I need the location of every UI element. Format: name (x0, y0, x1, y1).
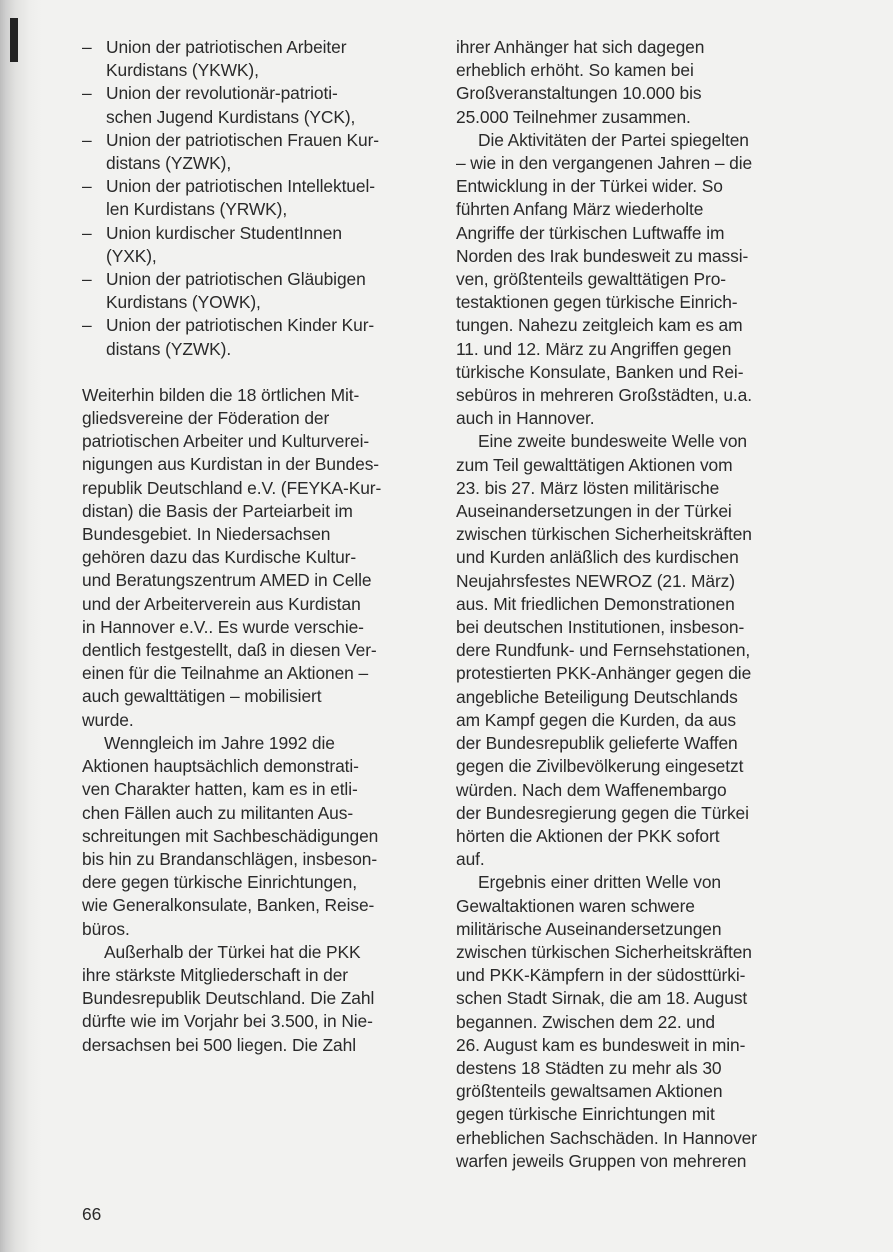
paragraph: Außerhalb der Türkei hat die PKK ihre stärkste Mitgliederschaft in der Bundesrepublik Deutschland. Die Zahl dürfte wie im Vorjahr bei 3.500, in Nie- dersachsen bei 500 liegen. Die Zahl (82, 941, 375, 1055)
right-column (456, 36, 816, 1173)
list-item: – Union der patriotischen Gläubigen Kurdistans (YOWK), (82, 269, 366, 313)
list-item: – Union der patriotischen Frauen Kur- distans (YZWK), (82, 129, 379, 174)
left-column (82, 36, 427, 1057)
paragraph: Weiterhin bilden die 18 örtlichen Mit- gliedsvereine der Föderation der patriotischen Arbeiter und Kulturverei- nigungen aus Kurdistan in der Bundes- republik Deutschland e.V. (FEYKA-Kur- distan) die Basis der Parteiarbeit im Bundesgebiet. In Niedersachsen gehören dazu das Kurdische Kultur- und Beratungszentrum AMED in Celle und der Arbeiterverein aus Kurdistan in Hannover e.V.. Es wurde verschie- dentlich festgestellt, daß in diesen Ver- einen für die Teilnahme an Aktionen – auch gewalttätigen – mobilisiert wurde. (82, 384, 382, 730)
list-item: – Union der patriotischen Kinder Kur- distans (YZWK). (82, 315, 375, 359)
list-item: – Union der patriotischen Intellektuel- len Kurdistans (YRWK), (82, 176, 375, 220)
paragraph: Die Aktivitäten der Partei spiegelten – wie in den vergangenen Jahren – die Entwicklung in der Türkei wider. So führten Anfang März wiederholte Angriffe der türkischen Luftwaffe im Norden des Irak bundesweit zu massi- ven, größtenteils gewalttätigen Pro- testaktionen gegen türkische Einrich- tungen. Nahezu zeitgleich kam es am 11. und 12. März zu Angriffen gegen türkische Konsulate, Banken und Rei- sebüros in mehreren Großstädten, u.a. auch in Hannover. (456, 129, 753, 429)
list-item: – Union der revolutionär-patrioti- schen Jugend Kurdistans (YCK), (82, 83, 356, 127)
paragraph: Wenngleich im Jahre 1992 die Aktionen hauptsächlich demonstrati- ven Charakter hatten, kam es in etli- chen Fällen auch zu militanten Aus- schreitungen mit Sachbeschädigungen bis hin zu Brandanschlägen, insbeson- dere gegen türkische Einrichtungen, wie Generalkonsulate, Banken, Reise- büros. (82, 732, 379, 939)
list-item: – Union der patriotischen Arbeiter Kurdistans (YKWK), (82, 37, 347, 81)
paragraph: Eine zweite bundesweite Welle von zum Teil gewalttätigen Aktionen vom 23. bis 27. März lösten militärische Auseinandersetzungen in der Türkei zwischen türkischen Sicherheitskräften und Kurden anläßlich des kurdischen Neujahrsfestes NEWROZ (21. März) aus. Mit friedlichen Demonstrationen bei deutschen Institutionen, insbeson- dere Rundfunk- und Fernsehstationen, protestierten PKK-Anhänger gegen die angebliche Beteiligung Deutschlands am Kampf gegen die Kurden, da aus der Bundesrepublik gelieferte Waffen gegen die Zivilbevölkerung eingesetzt würden. Nach dem Waffenembargo der Bundesregierung gegen die Türkei hörten die Aktionen der PKK sofort auf. (456, 431, 752, 870)
page-number: 66 (82, 1204, 102, 1224)
binding-mark (10, 18, 18, 62)
organization-list (82, 36, 427, 361)
paragraph: Ergebnis einer dritten Welle von Gewaltaktionen waren schwere militärische Auseinandersetzungen zwischen türkischen Sicherheitskräften und PKK-Kämpfern in der südosttürki- schen Stadt Sirnak, die am 18. August begannen. Zwischen dem 22. und 26. August kam es bundesweit in min- destens 18 Städten zu mehr als 30 größtenteils gewaltsamen Aktionen gegen türkische Einrichtungen mit erheblichen Sachschäden. In Hannover warfen jeweils Gruppen von mehreren (456, 872, 757, 1171)
book-binding-shadow (0, 0, 42, 1252)
paragraph: ihrer Anhänger hat sich dagegen erheblich erhöht. So kamen bei Großveranstaltungen 10.000 bis 25.000 Teilnehmer zusammen. (456, 37, 705, 127)
list-item: – Union kurdischer StudentInnen (YXK), (82, 222, 342, 266)
